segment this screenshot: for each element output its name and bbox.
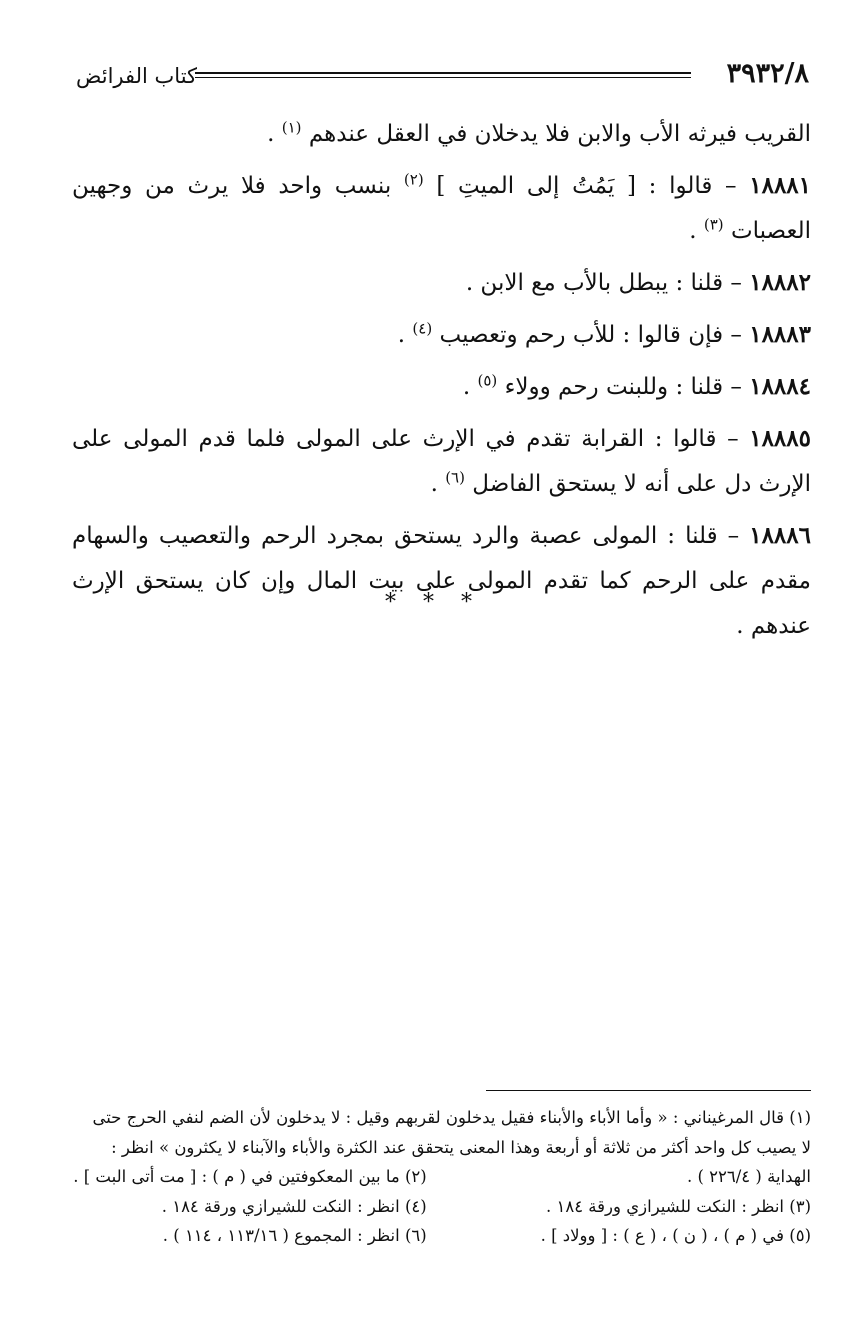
paragraph-text: قلنا : وللبنت رحم وولاء (504, 374, 724, 400)
paragraph-text-cont: بنسب واحد فلا يرث من وجهين العصبات (72, 173, 811, 244)
main-text (72, 112, 811, 655)
header-rule-thin (195, 77, 691, 78)
paragraph-number: ١٨٨٨٢ (749, 269, 811, 296)
footnote-ref: (٥) (477, 371, 498, 390)
footnote-item: (٤) انظر : النكت للشيرازي ورقة ١٨٤ . (161, 1196, 427, 1216)
paragraph-end: . (689, 218, 704, 244)
footnote-rule (486, 1090, 811, 1091)
page-header (70, 58, 809, 94)
paragraph-number: ١٨٨٨٦ (749, 522, 811, 549)
paragraph-number: ١٨٨٨٥ (749, 425, 811, 452)
paragraph-number: ١٨٨٨٣ (749, 321, 811, 348)
footnote-row (72, 1221, 811, 1251)
footnote-ref: (٦) (445, 468, 465, 487)
header-rule (195, 72, 691, 74)
footnote-item: (٥) في ( م ) ، ( ن ) ، ( ع ) : [ وولاد ] . (540, 1226, 811, 1245)
paragraph-number: ١٨٨٨١ (749, 172, 812, 199)
paragraph: ١٨٨٨١ – قالوا : [ يَمُتُ إلى الميتِ ] $^{(٢)}$ بنسب واحد فلا يرث من وجهين العصبات $^{(٣)}$ . (72, 170, 812, 244)
footnote-ref: (٢) (403, 170, 424, 189)
paragraph-text: فإن قالوا : للأب رحم وتعصيب (439, 322, 724, 348)
footnote-item: (٢) ما بين المعكوفتين في ( م ) : [ مت أتى البت ] . (73, 1167, 427, 1186)
paragraph-end: . (430, 471, 446, 497)
footnote-row (72, 1162, 811, 1192)
paragraph-text: القريب فيرثه الأب والابن فلا يدخلان في العقل عندهم (308, 121, 811, 147)
footnote-row (72, 1192, 811, 1222)
footnote-item: (٦) انظر : المجموع ( ١١٣/١٦ ، ١١٤ ) . (162, 1226, 427, 1245)
paragraph-end: . (397, 322, 413, 348)
footnotes (72, 1103, 811, 1251)
paragraph: ١٨٨٨٣ – فإن قالوا : للأب رحم وتعصيب $^{(٤)}$ . (397, 319, 811, 348)
paragraph: ١٨٨٨٢ – قلنا : يبطل بالأب مع الابن . (465, 269, 811, 296)
footnote-item: (٣) انظر : النكت للشيرازي ورقة ١٨٤ . (545, 1196, 811, 1216)
paragraph-text: قلنا : يبطل بالأب مع الابن . (465, 270, 724, 296)
footnote-item: الهداية ( ٢٢٦/٤ ) . (686, 1167, 811, 1186)
section-separator: * * * (385, 590, 482, 615)
footnote-line: (١) قال المرغيناني : « وأما الأباء والأبناء فقيل يدخلون لقربهم وقيل : لا يدخلون لأن الضم لنفي الحرج حتى (92, 1108, 811, 1127)
footnote-ref: (٤) (412, 319, 433, 338)
page-number: ٣٩٣٢/٨ (726, 58, 809, 89)
footnote-ref: (١) (281, 118, 302, 137)
paragraph-text: قالوا : [ يَمُتُ إلى الميتِ ] (436, 173, 713, 199)
footnote-line: لا يصيب كل واحد أكثر من ثلاثة أو أربعة وهذا المعنى يتحقق عند الكثرة والأباء والآبناء لا يكثرون » انظر : (111, 1137, 811, 1157)
paragraph (72, 112, 811, 157)
footnote-ref: (٣) (703, 215, 724, 234)
paragraph: ١٨٨٨٥ – قالوا : القرابة تقدم في الإرث على المولى فلما قدم المولى على الإرث دل على أنه لا يستحق الفاضل $^{(٦)}$ . (72, 425, 811, 497)
paragraph-text: قالوا : القرابة تقدم في الإرث على المولى فلما قدم المولى على الإرث دل على أنه لا يستحق الفاضل (72, 426, 811, 497)
paragraph: ١٨٨٨٤ – قلنا : وللبنت رحم وولاء $^{(٥)}$ . (462, 371, 811, 400)
paragraph-text: قلنا : المولى عصبة والرد يستحق بمجرد الرحم والتعصيب والسهام مقدم على الرحم كما تقدم المولى على بيت المال وإن كان يستحق الإرث عندهم . (72, 523, 811, 639)
paragraph-end: . (462, 374, 478, 400)
paragraph-end: . (267, 121, 282, 147)
paragraph: ١٨٨٨٦ – قلنا : المولى عصبة والرد يستحق بمجرد الرحم والتعصيب والسهام مقدم على الرحم كما تقدم المولى على بيت المال وإن كان يستحق الإرث عندهم . (72, 522, 811, 639)
paragraph-number: ١٨٨٨٤ (749, 373, 811, 400)
book-title: كتاب الفرائض (76, 64, 198, 88)
